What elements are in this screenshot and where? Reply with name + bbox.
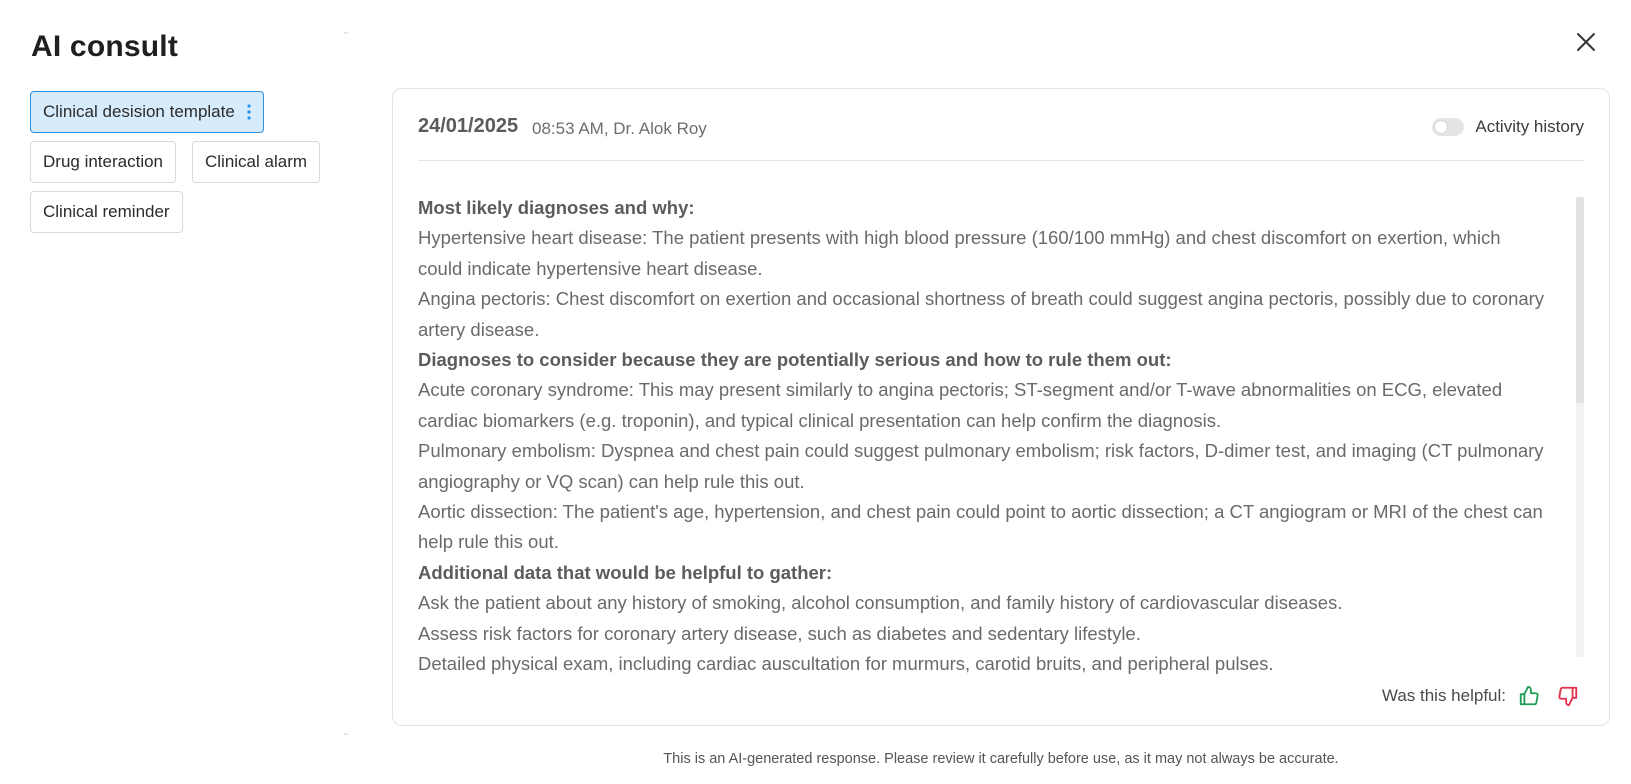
thumbs-down-icon: [1557, 685, 1579, 707]
template-chip-clinical-reminder[interactable]: [30, 191, 183, 233]
content-scrollbar[interactable]: [1576, 197, 1584, 657]
template-chip-clinical-alarm[interactable]: [192, 141, 320, 183]
close-icon: [1577, 33, 1595, 51]
response-header: [418, 115, 1584, 161]
content-paragraph: Assess risk factors for coronary artery disease, such as diabetes and sedentary lifestyle.: [418, 622, 1141, 644]
toggle-knob: [1435, 121, 1447, 133]
consult-response-card: [392, 88, 1610, 726]
feedback-label: Was this helpful:: [1381, 686, 1506, 705]
section-heading: Diagnoses to consider because they are potentially serious and how to rule them out:: [418, 349, 1172, 371]
content-paragraph: Pulmonary embolism: Dyspnea and chest pain could suggest pulmonary embolism; risk factors, D-dimer test, and imaging (CT pulmonary angiography or VQ scan) can help rule this out.: [418, 440, 1544, 492]
page-title: AI consult: [31, 30, 179, 63]
response-date: 24/01/2025: [418, 115, 519, 137]
response-content[interactable]: [418, 193, 1546, 675]
kebab-menu-icon: [247, 104, 251, 120]
section-heading: Additional data that would be helpful to gather:: [418, 561, 833, 583]
thumbs-down-button[interactable]: [1556, 684, 1580, 708]
response-meta: 08:53 AM, Dr. Alok Roy: [532, 119, 707, 138]
divider-mark: [344, 733, 348, 735]
content-paragraph: Ask the patient about any history of smoking, alcohol consumption, and family history of cardiovascular diseases.: [418, 592, 1343, 614]
template-chip-label: Clinical reminder: [43, 202, 170, 221]
thumbs-up-icon: [1518, 685, 1540, 707]
section-heading: Most likely diagnoses and why:: [418, 197, 695, 218]
feedback-bar: [1382, 684, 1580, 708]
activity-history-label: Activity history: [1475, 117, 1584, 136]
template-chip-label: Clinical alarm: [205, 152, 308, 171]
close-button[interactable]: [1573, 29, 1599, 55]
template-chip-label: Clinical desision template: [43, 102, 235, 121]
kebab-menu-button[interactable]: [247, 104, 251, 120]
scrollbar-thumb[interactable]: [1576, 197, 1584, 403]
template-chip-drug-interaction[interactable]: [30, 141, 176, 183]
content-paragraph: Aortic dissection: The patient's age, hypertension, and chest pain could point to aortic dissection; a CT angiogram or MRI of the chest can help rule this out.: [418, 501, 1543, 553]
content-paragraph: Angina pectoris: Chest discomfort on exertion and occasional shortness of breath could suggest angina pectoris, possibly due to coronary artery disease.: [418, 288, 1545, 340]
activity-history: [1432, 117, 1584, 137]
content-paragraph: Hypertensive heart disease: The patient presents with high blood pressure (160/100 mmHg) and chest discomfort on exertion, which could indicate hypertensive heart disease.: [418, 227, 1501, 279]
template-chip-label: Drug interaction: [43, 152, 164, 171]
template-chip-clinical-decision[interactable]: [30, 91, 264, 133]
activity-history-toggle[interactable]: [1432, 118, 1464, 136]
divider-mark: [344, 32, 348, 34]
ai-disclaimer: This is an AI-generated response. Please review it carefully before use, as it may not always be accurate.: [663, 751, 1339, 767]
thumbs-up-button[interactable]: [1517, 684, 1541, 708]
content-paragraph: Detailed physical exam, including cardiac auscultation for murmurs, carotid bruits, and peripheral pulses.: [418, 653, 1274, 675]
content-paragraph: Acute coronary syndrome: This may present similarly to angina pectoris; ST-segment and/or T-wave abnormalities on ECG, elevated cardiac biomarkers (e.g. troponin), and typical clinical presentation can help confirm the diagnosis.: [418, 379, 1503, 431]
